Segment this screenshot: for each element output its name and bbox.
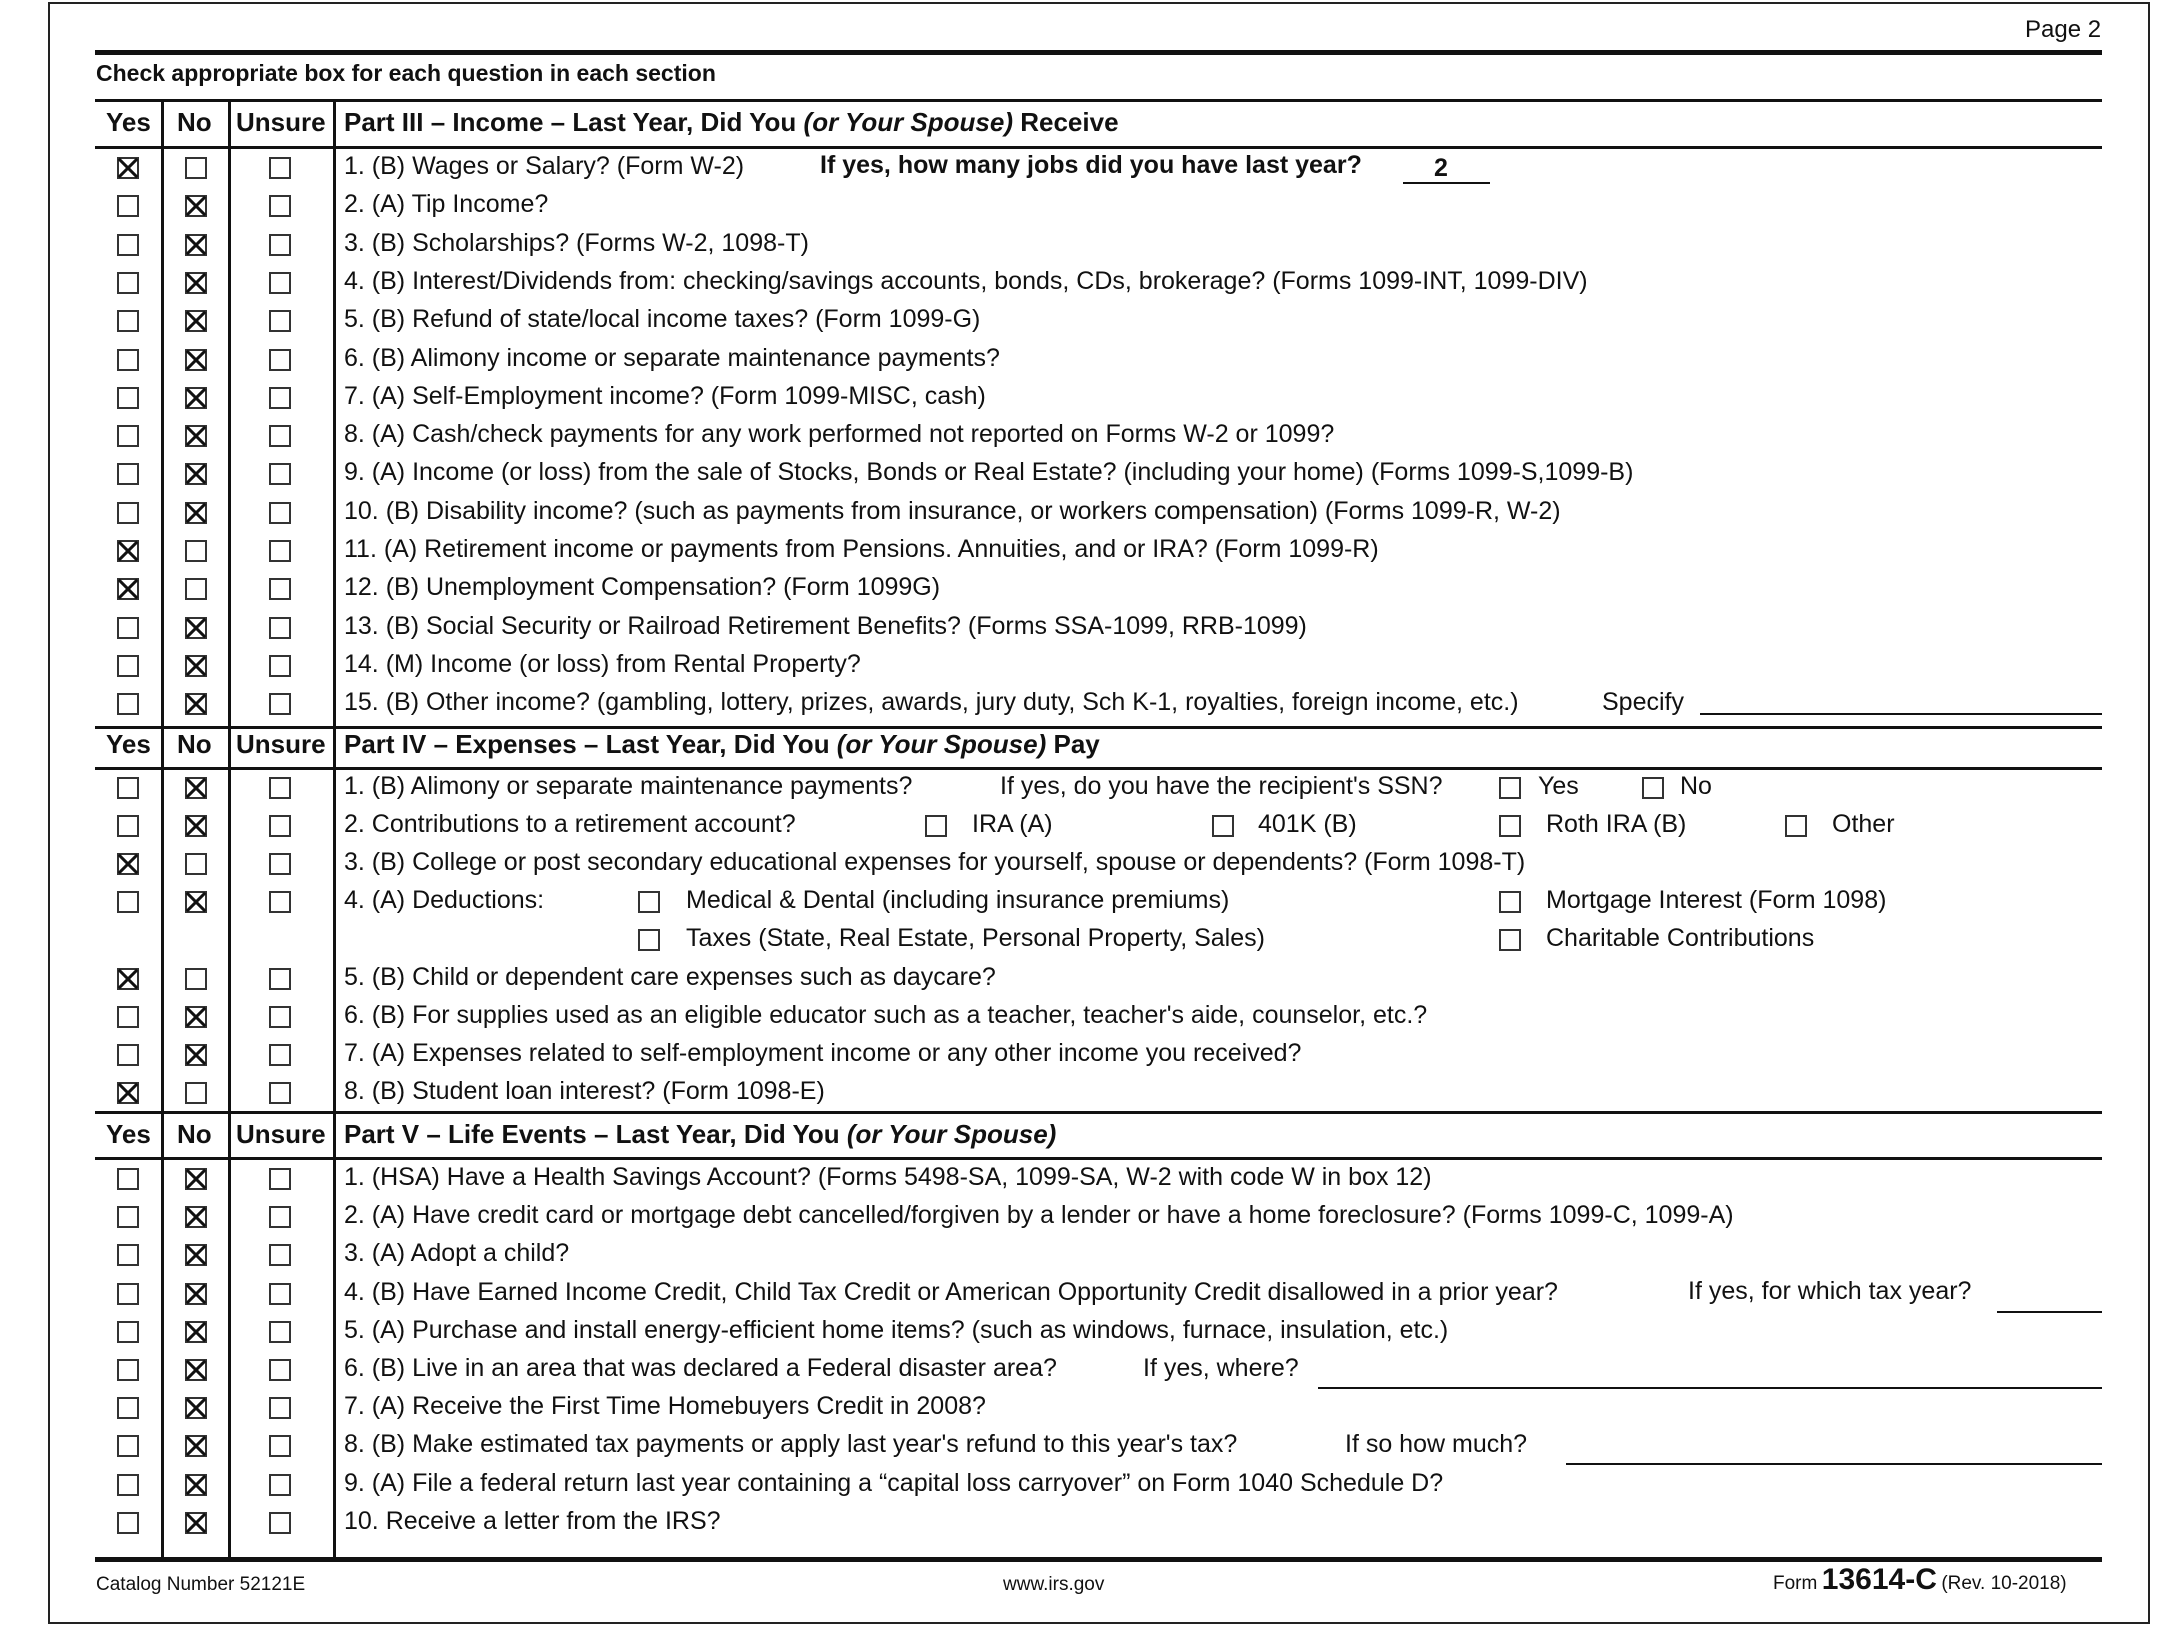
charitable-label: Charitable Contributions — [1546, 924, 1815, 952]
question-text: 8. (B) Student loan interest? (Form 1098-E) — [344, 1077, 825, 1105]
no-checkbox[interactable] — [185, 1044, 207, 1066]
tax-year-prompt: If yes, for which tax year? — [1688, 1277, 1972, 1305]
unsure-checkbox[interactable] — [269, 195, 291, 217]
rule — [95, 1111, 2102, 1114]
form-identifier — [1773, 1563, 2067, 1597]
part4-title-end: Pay — [1046, 729, 1100, 759]
unsure-checkbox[interactable] — [269, 1321, 291, 1343]
yes-checkbox[interactable] — [117, 1283, 139, 1305]
question-text: 12. (B) Unemployment Compensation? (Form 1099G) — [344, 573, 941, 601]
part3-title — [344, 106, 1119, 138]
no-checkbox[interactable] — [185, 815, 207, 837]
401k-label: 401K (B) — [1258, 810, 1357, 838]
unsure-checkbox[interactable] — [269, 349, 291, 371]
rule — [95, 767, 2102, 770]
yes-checkbox[interactable] — [117, 1359, 139, 1381]
catalog-number: Catalog Number 52121E — [96, 1574, 306, 1595]
question-text: 11. (A) Retirement income or payments from Pensions. Annuities, and or IRA? (Form 1099-R) — [344, 535, 1379, 563]
unsure-checkbox[interactable] — [269, 234, 291, 256]
unsure-checkbox[interactable] — [269, 693, 291, 715]
question-text: 2. Contributions to a retirement account? — [344, 810, 796, 838]
yes-checkbox[interactable] — [117, 815, 139, 837]
question-text: 6. (B) Live in an area that was declared a Federal disaster area? — [344, 1354, 1057, 1382]
rule — [95, 99, 2102, 102]
question-text: 10. (B) Disability income? (such as payments from insurance, or workers compensation) (Forms 1099-R, W-2) — [344, 497, 1561, 525]
ira-checkbox[interactable] — [925, 815, 947, 837]
yes-checkbox[interactable] — [117, 502, 139, 524]
question-text: 1. (HSA) Have a Health Savings Account? (Forms 5498-SA, 1099-SA, W-2 with code W in box 12) — [344, 1163, 1432, 1191]
mortgage-interest-label: Mortgage Interest (Form 1098) — [1546, 886, 1887, 914]
question-text: 15. (B) Other income? (gambling, lottery, prizes, awards, jury duty, Sch K-1, royalties, foreign income, etc.) — [344, 688, 1519, 716]
yes-checkbox[interactable] — [117, 693, 139, 715]
charitable-checkbox[interactable] — [1499, 929, 1521, 951]
no-checkbox[interactable] — [185, 1244, 207, 1266]
col-yes-header: Yes — [106, 1119, 151, 1149]
yes-checkbox[interactable] — [117, 1435, 139, 1457]
question-text: 6. (B) For supplies used as an eligible educator such as a teacher, teacher's aide, counselor, etc.? — [344, 1001, 1428, 1029]
footer-rule — [95, 1557, 2102, 1562]
yes-checkbox[interactable] — [117, 1082, 139, 1104]
jobs-underline — [1403, 182, 1490, 184]
yes-checkbox[interactable] — [117, 1244, 139, 1266]
ssn-yes-checkbox[interactable] — [1499, 777, 1521, 799]
part4-title-main: Part IV – Expenses – Last Year, Did You — [344, 729, 837, 759]
yes-checkbox[interactable] — [117, 1006, 139, 1028]
unsure-checkbox[interactable] — [269, 968, 291, 990]
no-checkbox[interactable] — [185, 463, 207, 485]
unsure-checkbox[interactable] — [269, 1474, 291, 1496]
part5-title-main: Part V – Life Events – Last Year, Did You — [344, 1119, 847, 1149]
col-no-header: No — [177, 729, 212, 759]
yes-checkbox[interactable] — [117, 1397, 139, 1419]
yes-checkbox[interactable] — [117, 272, 139, 294]
roth-ira-checkbox[interactable] — [1499, 815, 1521, 837]
question-text: 7. (A) Expenses related to self-employment income or any other income you received? — [344, 1039, 1302, 1067]
no-checkbox[interactable] — [185, 1359, 207, 1381]
question-text: 3. (B) Scholarships? (Forms W-2, 1098-T) — [344, 229, 809, 257]
unsure-checkbox[interactable] — [269, 272, 291, 294]
yes-checkbox[interactable] — [117, 157, 139, 179]
yes-checkbox[interactable] — [117, 1321, 139, 1343]
medical-dental-checkbox[interactable] — [638, 891, 660, 913]
taxes-checkbox[interactable] — [638, 929, 660, 951]
part3-title-end: Receive — [1013, 107, 1119, 137]
no-checkbox[interactable] — [185, 578, 207, 600]
yes-checkbox[interactable] — [117, 617, 139, 639]
yes-checkbox[interactable] — [117, 540, 139, 562]
question-text: 2. (A) Have credit card or mortgage debt cancelled/forgiven by a lender or have a home foreclosure? (Forms 1099-C, 1099-A) — [344, 1201, 1734, 1229]
unsure-checkbox[interactable] — [269, 777, 291, 799]
unsure-checkbox[interactable] — [269, 310, 291, 332]
unsure-checkbox[interactable] — [269, 655, 291, 677]
401k-checkbox[interactable] — [1212, 815, 1234, 837]
yes-checkbox[interactable] — [117, 387, 139, 409]
no-checkbox[interactable] — [185, 540, 207, 562]
unsure-checkbox[interactable] — [269, 1206, 291, 1228]
other-retirement-label: Other — [1832, 810, 1895, 838]
yes-checkbox[interactable] — [117, 425, 139, 447]
unsure-checkbox[interactable] — [269, 578, 291, 600]
part5-title-spouse: (or Your Spouse) — [846, 1119, 1057, 1149]
yes-checkbox[interactable] — [117, 310, 139, 332]
no-checkbox[interactable] — [185, 777, 207, 799]
question-text: 2. (A) Tip Income? — [344, 190, 549, 218]
yes-checkbox[interactable] — [117, 463, 139, 485]
question-text: 7. (A) Receive the First Time Homebuyers Credit in 2008? — [344, 1392, 986, 1420]
medical-dental-label: Medical & Dental (including insurance premiums) — [686, 886, 1230, 914]
question-text: 1. (B) Alimony or separate maintenance payments? — [344, 772, 913, 800]
unsure-checkbox[interactable] — [269, 1359, 291, 1381]
rule — [95, 1157, 2102, 1160]
no-checkbox[interactable] — [185, 1206, 207, 1228]
no-checkbox[interactable] — [185, 157, 207, 179]
no-checkbox[interactable] — [185, 195, 207, 217]
question-text: 4. (B) Have Earned Income Credit, Child Tax Credit or American Opportunity Credit disallowed in a prior year? — [344, 1278, 1558, 1306]
website-link[interactable]: www.irs.gov — [1003, 1574, 1105, 1595]
yes-checkbox[interactable] — [117, 777, 139, 799]
form-number: 13614-C — [1821, 1563, 1937, 1596]
no-checkbox[interactable] — [185, 1321, 207, 1343]
unsure-checkbox[interactable] — [269, 425, 291, 447]
unsure-checkbox[interactable] — [269, 853, 291, 875]
question-text: 3. (A) Adopt a child? — [344, 1239, 570, 1267]
form-revision: (Rev. 10-2018) — [1941, 1573, 2067, 1594]
jobs-value[interactable]: 2 — [1434, 154, 1448, 182]
no-checkbox[interactable] — [185, 310, 207, 332]
no-checkbox[interactable] — [185, 1006, 207, 1028]
yes-checkbox[interactable] — [117, 853, 139, 875]
question-text: 5. (A) Purchase and install energy-efficient home items? (such as windows, furnace, insulation, etc.) — [344, 1316, 1449, 1344]
part3-title-spouse: (or Your Spouse) — [803, 107, 1013, 137]
yes-checkbox[interactable] — [117, 234, 139, 256]
no-checkbox[interactable] — [185, 891, 207, 913]
unsure-checkbox[interactable] — [269, 1006, 291, 1028]
question-text: 8. (B) Make estimated tax payments or apply last year's refund to this year's tax? — [344, 1430, 1238, 1458]
col-yes-header: Yes — [106, 729, 151, 759]
instruction-text: Check appropriate box for each question in each section — [96, 60, 716, 86]
unsure-checkbox[interactable] — [269, 157, 291, 179]
col-unsure-header: Unsure — [236, 107, 326, 137]
no-checkbox[interactable] — [185, 272, 207, 294]
unsure-checkbox[interactable] — [269, 502, 291, 524]
yes-checkbox[interactable] — [117, 1168, 139, 1190]
form-prefix: Form — [1773, 1573, 1818, 1594]
unsure-checkbox[interactable] — [269, 1512, 291, 1534]
no-checkbox[interactable] — [185, 1435, 207, 1457]
col-no-header: No — [177, 107, 212, 137]
no-checkbox[interactable] — [185, 425, 207, 447]
ira-label: IRA (A) — [972, 810, 1053, 838]
yes-checkbox[interactable] — [117, 1474, 139, 1496]
ssn-no-checkbox[interactable] — [1642, 777, 1664, 799]
ssn-prompt: If yes, do you have the recipient's SSN? — [1000, 772, 1443, 800]
where-underline[interactable] — [1318, 1387, 2102, 1389]
how-much-underline[interactable] — [1566, 1463, 2102, 1465]
rule — [95, 146, 2102, 149]
unsure-checkbox[interactable] — [269, 387, 291, 409]
question-text: 7. (A) Self-Employment income? (Form 1099-MISC, cash) — [344, 382, 986, 410]
top-rule — [95, 50, 2102, 55]
no-checkbox[interactable] — [185, 617, 207, 639]
no-checkbox[interactable] — [185, 234, 207, 256]
question-text: 14. (M) Income (or loss) from Rental Property? — [344, 650, 861, 678]
roth-ira-label: Roth IRA (B) — [1546, 810, 1687, 838]
question-text: 4. (A) Deductions: — [344, 886, 545, 914]
question-text: 6. (B) Alimony income or separate maintenance payments? — [344, 344, 1000, 372]
jobs-prompt: If yes, how many jobs did you have last year? — [820, 151, 1362, 179]
no-checkbox[interactable] — [185, 1397, 207, 1419]
no-checkbox[interactable] — [185, 349, 207, 371]
tax-year-underline[interactable] — [1997, 1311, 2102, 1313]
unsure-checkbox[interactable] — [269, 891, 291, 913]
unsure-checkbox[interactable] — [269, 1397, 291, 1419]
taxes-label: Taxes (State, Real Estate, Personal Property, Sales) — [686, 924, 1265, 952]
unsure-checkbox[interactable] — [269, 463, 291, 485]
unsure-checkbox[interactable] — [269, 1168, 291, 1190]
no-checkbox[interactable] — [185, 1283, 207, 1305]
how-much-prompt: If so how much? — [1345, 1430, 1528, 1458]
part3-title-main: Part III – Income – Last Year, Did You — [344, 107, 804, 137]
question-text: 9. (A) File a federal return last year containing a “capital loss carryover” on Form 1040 Schedule D? — [344, 1469, 1444, 1497]
col-yes-header: Yes — [106, 107, 151, 137]
part5-title — [344, 1118, 1056, 1150]
no-checkbox[interactable] — [185, 1082, 207, 1104]
no-checkbox[interactable] — [185, 693, 207, 715]
unsure-checkbox[interactable] — [269, 540, 291, 562]
column-divider — [228, 101, 231, 1558]
yes-checkbox[interactable] — [117, 968, 139, 990]
part4-title — [344, 728, 1100, 760]
unsure-checkbox[interactable] — [269, 617, 291, 639]
col-unsure-header: Unsure — [236, 1119, 326, 1149]
yes-checkbox[interactable] — [117, 349, 139, 371]
unsure-checkbox[interactable] — [269, 1044, 291, 1066]
ssn-no-label: No — [1680, 772, 1712, 800]
unsure-checkbox[interactable] — [269, 1082, 291, 1104]
yes-checkbox[interactable] — [117, 578, 139, 600]
mortgage-interest-checkbox[interactable] — [1499, 891, 1521, 913]
question-text: 4. (B) Interest/Dividends from: checking/savings accounts, bonds, CDs, brokerage? (Forms 1099-INT, 1099-DIV) — [344, 267, 1588, 295]
question-text: 3. (B) College or post secondary educational expenses for yourself, spouse or dependents? (Form 1098-T) — [344, 848, 1526, 876]
question-text: 9. (A) Income (or loss) from the sale of Stocks, Bonds or Real Estate? (including your home) (Forms 1099-S,1099-B) — [344, 458, 1634, 486]
ssn-yes-label: Yes — [1538, 772, 1579, 800]
question-text: 8. (A) Cash/check payments for any work performed not reported on Forms W-2 or 1099? — [344, 420, 1335, 448]
specify-label: Specify — [1602, 688, 1684, 716]
other-retirement-checkbox[interactable] — [1785, 815, 1807, 837]
no-checkbox[interactable] — [185, 968, 207, 990]
specify-underline[interactable] — [1700, 713, 2102, 715]
no-checkbox[interactable] — [185, 1512, 207, 1534]
yes-checkbox[interactable] — [117, 1044, 139, 1066]
page-number: Page 2 — [2025, 16, 2102, 43]
column-divider — [161, 101, 164, 1558]
where-prompt: If yes, where? — [1143, 1354, 1299, 1382]
column-divider — [333, 101, 336, 1558]
no-checkbox[interactable] — [185, 853, 207, 875]
unsure-checkbox[interactable] — [269, 815, 291, 837]
unsure-checkbox[interactable] — [269, 1244, 291, 1266]
question-text: 5. (B) Refund of state/local income taxes? (Form 1099-G) — [344, 305, 981, 333]
yes-checkbox[interactable] — [117, 1512, 139, 1534]
yes-checkbox[interactable] — [117, 891, 139, 913]
col-unsure-header: Unsure — [236, 729, 326, 759]
question-text: 1. (B) Wages or Salary? (Form W-2) — [344, 152, 745, 180]
no-checkbox[interactable] — [185, 1168, 207, 1190]
no-checkbox[interactable] — [185, 387, 207, 409]
col-no-header: No — [177, 1119, 212, 1149]
unsure-checkbox[interactable] — [269, 1283, 291, 1305]
no-checkbox[interactable] — [185, 502, 207, 524]
yes-checkbox[interactable] — [117, 655, 139, 677]
unsure-checkbox[interactable] — [269, 1435, 291, 1457]
question-text: 13. (B) Social Security or Railroad Retirement Benefits? (Forms SSA-1099, RRB-1099) — [344, 612, 1307, 640]
no-checkbox[interactable] — [185, 655, 207, 677]
yes-checkbox[interactable] — [117, 195, 139, 217]
no-checkbox[interactable] — [185, 1474, 207, 1496]
question-text: 10. Receive a letter from the IRS? — [344, 1507, 721, 1535]
yes-checkbox[interactable] — [117, 1206, 139, 1228]
part4-title-spouse: (or Your Spouse) — [836, 729, 1047, 759]
question-text: 5. (B) Child or dependent care expenses such as daycare? — [344, 963, 996, 991]
